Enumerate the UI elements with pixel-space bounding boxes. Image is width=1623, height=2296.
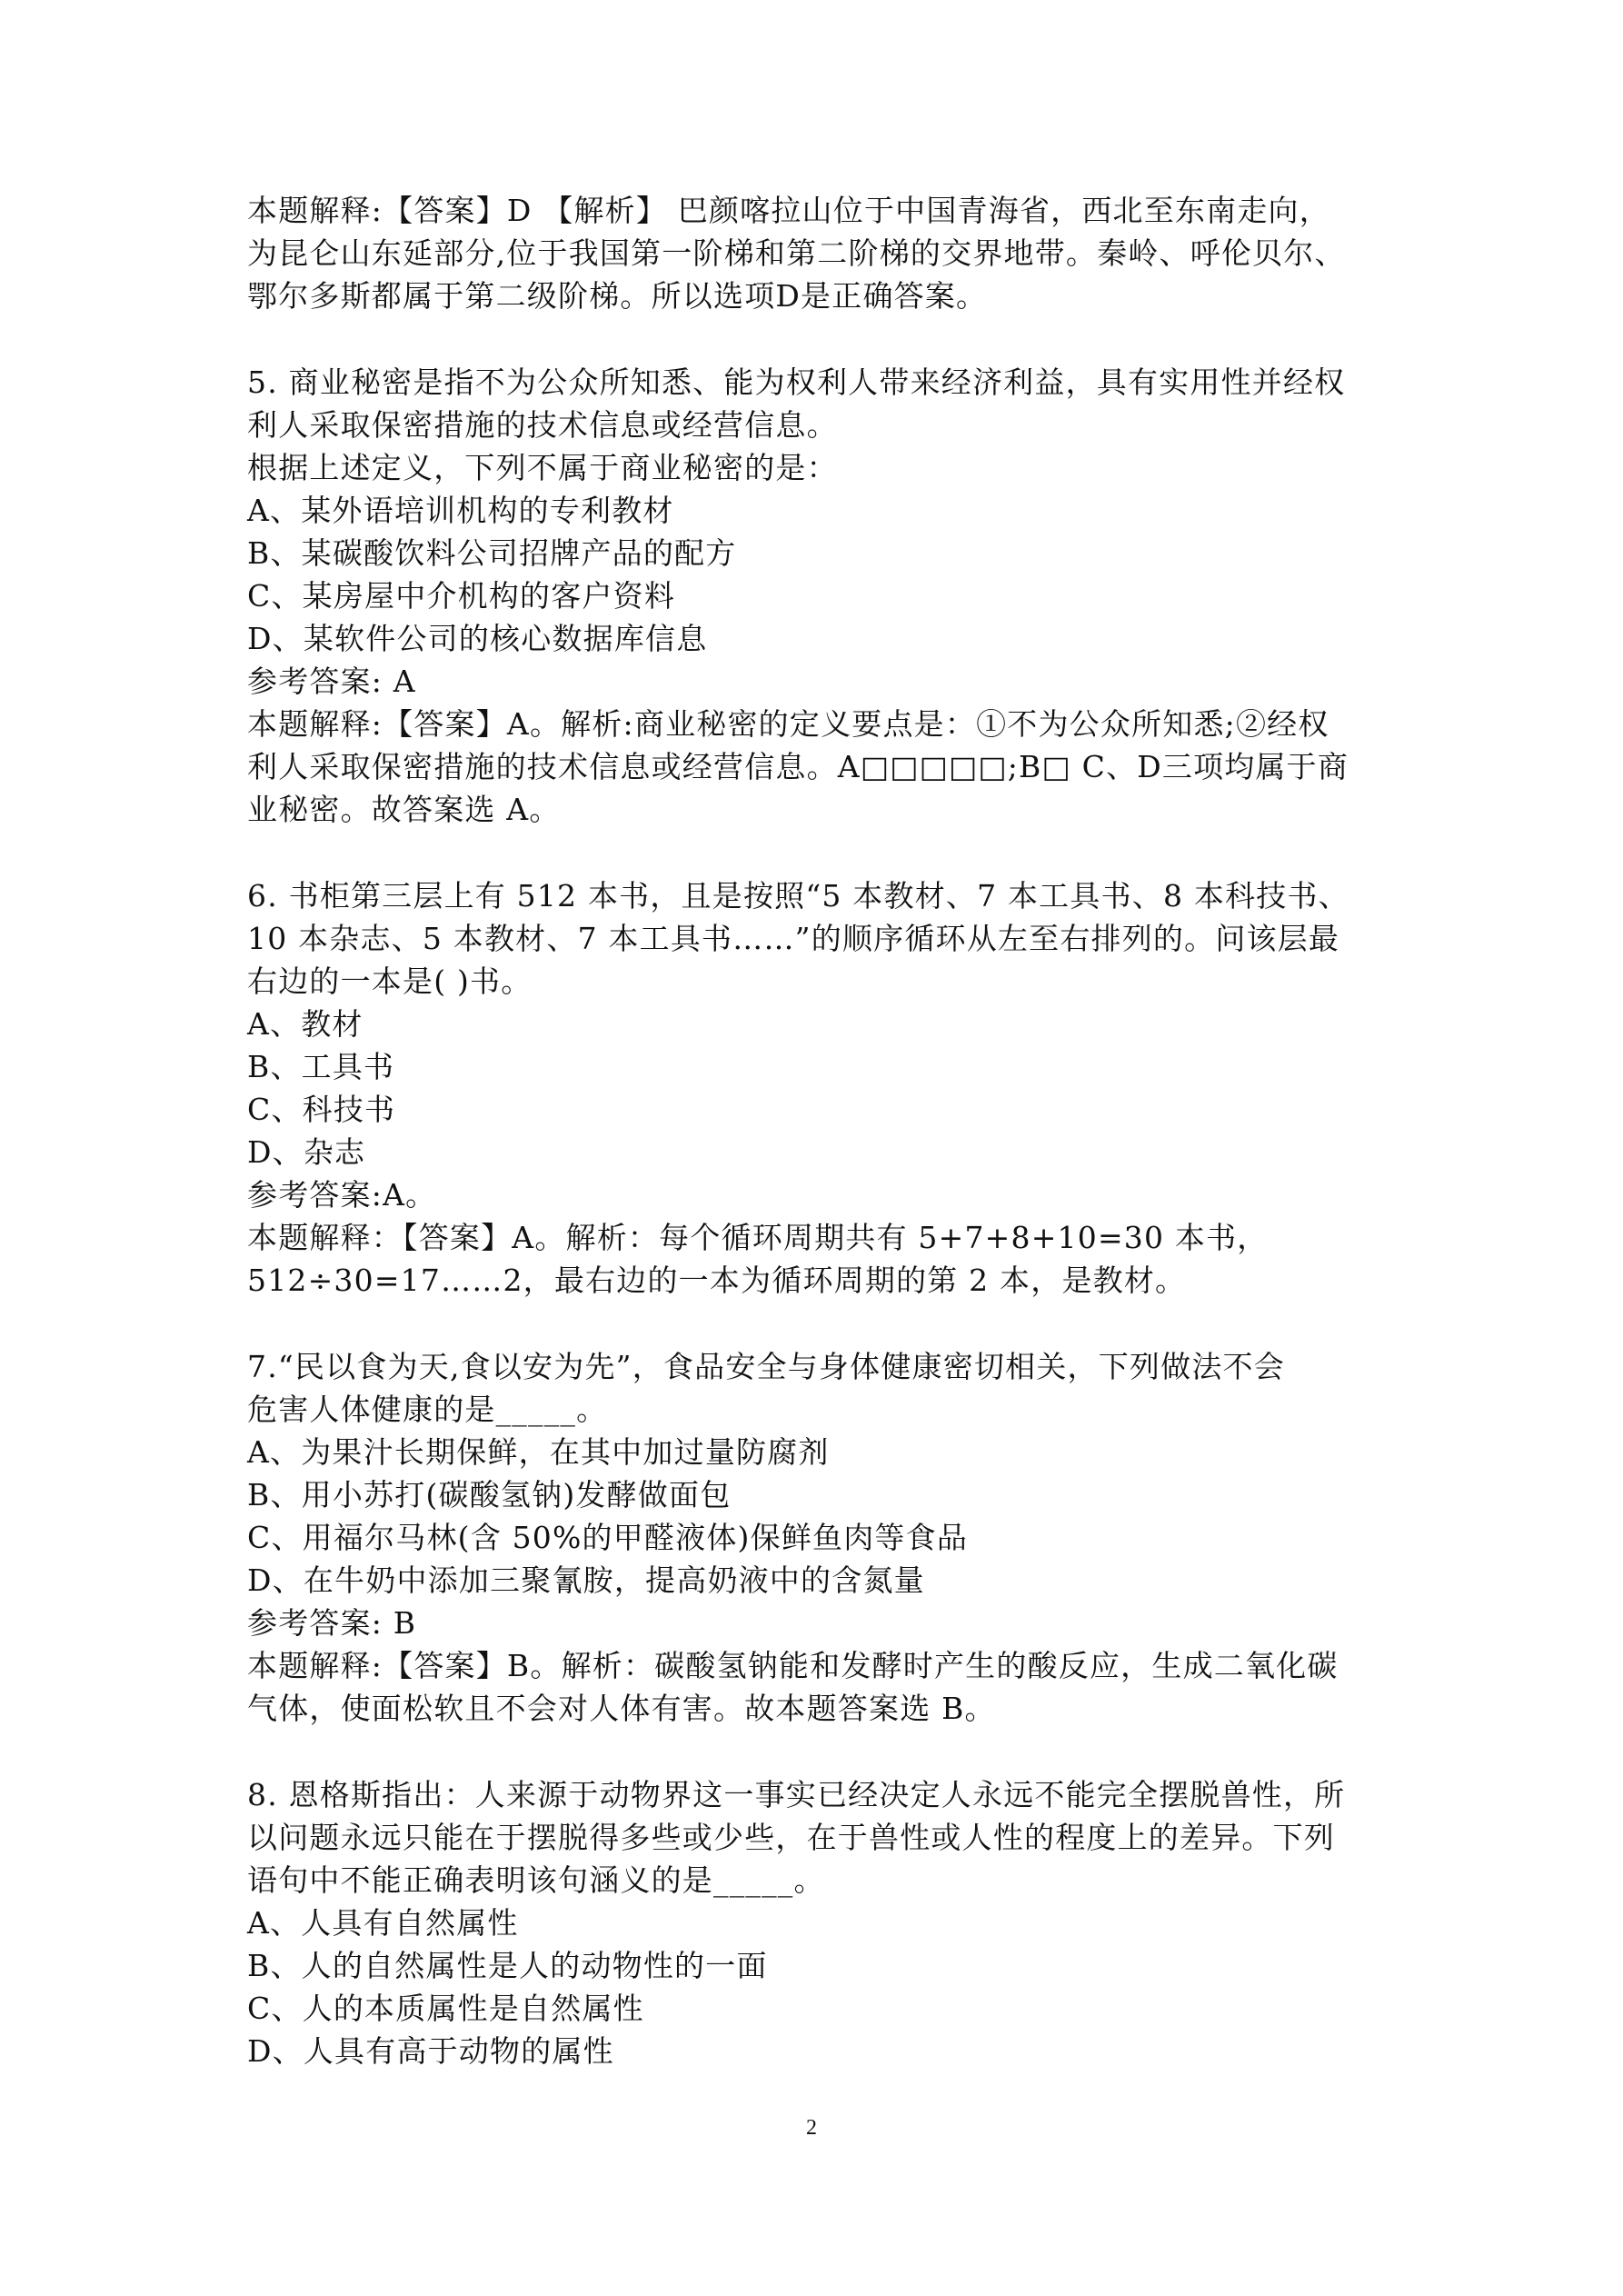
question-stem-line: 7.“民以食为天,食以安为先”，食品安全与身体健康密切相关，下列做法不会 xyxy=(247,1349,1285,1384)
paragraph-gap xyxy=(247,1730,1392,1773)
question-stem-line: 6. 书柜第三层上有 512 本书，且是按照“5 本教材、7 本工具书、8 本科技书、 xyxy=(247,878,1349,913)
question-7 xyxy=(247,1345,1392,1730)
paragraph-gap xyxy=(247,1302,1392,1345)
paragraph-gap xyxy=(247,317,1392,361)
question-8 xyxy=(247,1773,1392,2072)
question-prompt: 根据上述定义，下列不属于商业秘密的是： xyxy=(247,450,838,485)
text-line: 为昆仑山东延部分,位于我国第一阶梯和第二阶梯的交界地带。秦岭、呼伦贝尔、 xyxy=(247,235,1346,271)
option-d: D、人具有高于动物的属性 xyxy=(247,2033,614,2069)
reference-answer: 参考答案:A。 xyxy=(247,1177,437,1213)
explanation-line: 业秘密。故答案选 A。 xyxy=(247,792,561,827)
option-a: A、为果汁长期保鲜，在其中加过量防腐剂 xyxy=(247,1434,830,1470)
text-line: 本题解释:【答案】D 【解析】 巴颜喀拉山位于中国青海省，西北至东南走向， xyxy=(247,193,1330,228)
paragraph-gap xyxy=(247,831,1392,874)
explanation-line: 本题解释:【答案】B。解析：碳酸氢钠能和发酵时产生的酸反应，生成二氧化碳 xyxy=(247,1648,1339,1683)
page-number: 2 xyxy=(806,2116,817,2140)
option-c: C、用福尔马林(含 50%的甲醛液体)保鲜鱼肉等食品 xyxy=(247,1520,969,1555)
option-d: D、杂志 xyxy=(247,1134,366,1170)
option-c: C、科技书 xyxy=(247,1092,396,1127)
question-stem-line: 10 本杂志、5 本教材、7 本工具书……”的顺序循环从左至右排列的。问该层最 xyxy=(247,921,1340,956)
explanation-line: 本题解释：【答案】A。解析：每个循环周期共有 5+7+8+10=30 本书， xyxy=(247,1220,1269,1255)
option-d: D、某软件公司的核心数据库信息 xyxy=(247,621,708,656)
question-stem-line: 5. 商业秘密是指不为公众所知悉、能为权利人带来经济利益，具有实用性并经权 xyxy=(247,364,1346,400)
option-b: B、人的自然属性是人的动物性的一面 xyxy=(247,1948,768,1983)
option-a: A、人具有自然属性 xyxy=(247,1905,519,1941)
option-c: C、人的本质属性是自然属性 xyxy=(247,1991,644,2026)
explanation-line: 气体，使面松软且不会对人体有害。故本题答案选 B。 xyxy=(247,1691,996,1726)
question-stem-line: 语句中不能正确表明该句涵义的是_____。 xyxy=(247,1862,825,1898)
option-b: B、工具书 xyxy=(247,1049,395,1084)
text-line: 鄂尔多斯都属于第二级阶梯。所以选项D是正确答案。 xyxy=(247,278,988,314)
option-a: A、教材 xyxy=(247,1006,363,1042)
explanation-line: 利人采取保密措施的技术信息或经营信息。A□□□□□;B□ C、D三项均属于商 xyxy=(247,749,1349,784)
question-stem-line: 危害人体健康的是_____。 xyxy=(247,1392,608,1427)
question-5 xyxy=(247,361,1392,831)
question-stem-line: 右边的一本是( )书。 xyxy=(247,963,533,999)
question-stem-line: 以问题永远只能在于摆脱得多些或少些，在于兽性或人性的程度上的差异。下列 xyxy=(247,1820,1335,1855)
question-6 xyxy=(247,874,1392,1302)
option-d: D、在牛奶中添加三聚氰胺，提高奶液中的含氮量 xyxy=(247,1562,925,1598)
option-c: C、某房屋中介机构的客户资料 xyxy=(247,578,676,614)
explanation-line: 512÷30=17……2，最右边的一本为循环周期的第 2 本，是教材。 xyxy=(247,1263,1187,1298)
option-b: B、某碳酸饮料公司招牌产品的配方 xyxy=(247,535,737,571)
option-a: A、某外语培训机构的专利教材 xyxy=(247,493,674,528)
reference-answer: 参考答案: B xyxy=(247,1605,417,1641)
question-stem-line: 8. 恩格斯指出：人来源于动物界这一事实已经决定人永远不能完全摆脱兽性，所 xyxy=(247,1777,1346,1812)
page-content xyxy=(247,189,1392,2072)
explanation-line: 本题解释:【答案】A。解析:商业秘密的定义要点是：①不为公众所知悉;②经权 xyxy=(247,706,1329,742)
question-stem-line: 利人采取保密措施的技术信息或经营信息。 xyxy=(247,407,838,443)
question-4-explanation xyxy=(247,189,1392,317)
option-b: B、用小苏打(碳酸氢钠)发酵做面包 xyxy=(247,1477,732,1512)
reference-answer: 参考答案: A xyxy=(247,664,416,699)
